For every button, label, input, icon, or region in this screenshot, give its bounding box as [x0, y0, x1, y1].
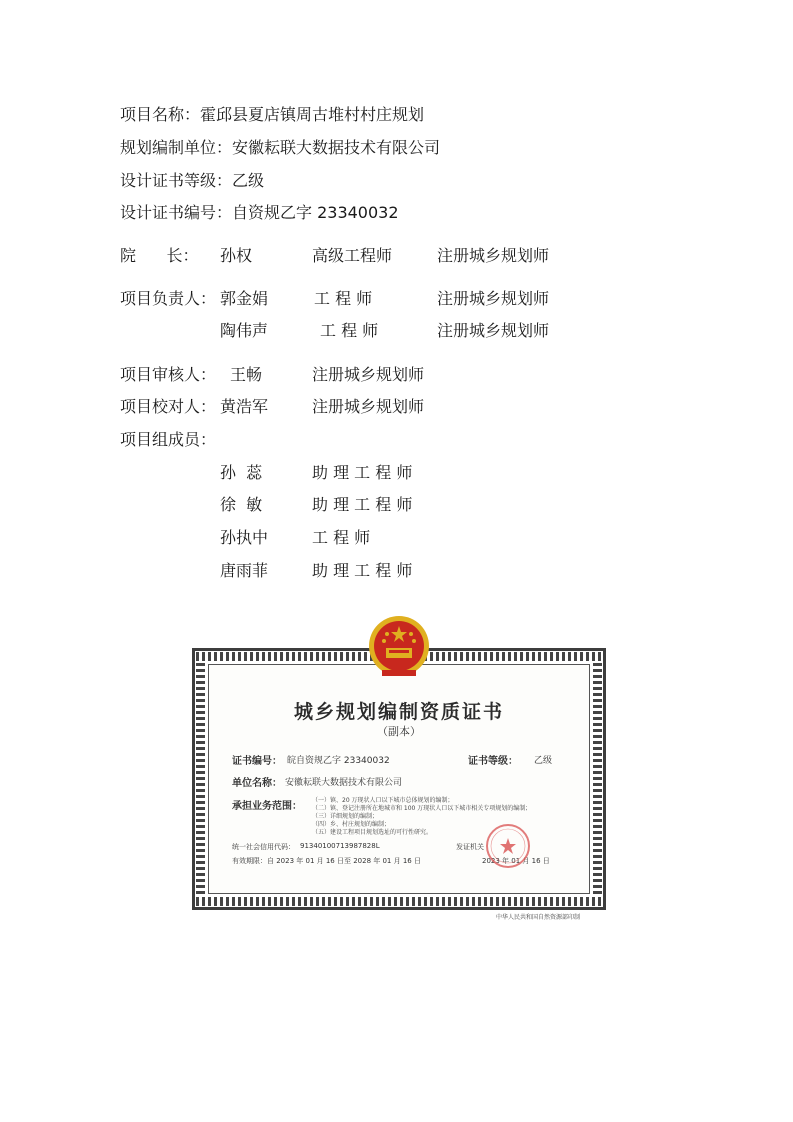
cert-number-value: 皖自资规乙字 23340032: [287, 756, 390, 766]
reviewer-name: 王畅: [230, 365, 263, 384]
cert-scope-item: （三）详细规划的编制；: [312, 813, 379, 820]
certificate-subtitle: （副本）: [377, 725, 421, 738]
manager-title: 工 程 师: [314, 289, 373, 308]
manager-title: 工 程 师: [320, 321, 379, 340]
cert-scope-item: （一）镇、20 万现状人口以下城市总体规划的编制；: [312, 797, 454, 804]
president-cert: 注册城乡规划师: [437, 246, 550, 265]
member-title: 助 理 工 程 师: [312, 561, 413, 580]
cert-unit-label: 单位名称：: [232, 778, 282, 789]
president-title: 高级工程师: [312, 246, 393, 265]
member-name: 唐雨菲: [220, 561, 269, 580]
issue-date: 2023 年 01 月 16 日: [482, 857, 550, 865]
member-name: 徐 敏: [220, 495, 263, 514]
member-title: 工 程 师: [312, 528, 371, 547]
member-title: 助 理 工 程 师: [312, 495, 413, 514]
cert-grade-label: 证书等级：: [468, 756, 518, 767]
checker-label: 项目校对人：: [120, 397, 217, 416]
cert-scope-item: （四）乡、村庄规划的编制；: [312, 821, 391, 828]
cert-number-label: 证书编号：: [232, 756, 282, 767]
national-emblem-icon: [364, 612, 434, 682]
checker-cert: 注册城乡规划师: [312, 397, 425, 416]
official-seal-icon: [484, 822, 532, 870]
cert-number-label: 设计证书编号：: [120, 203, 233, 222]
reviewer-label: 项目审核人：: [120, 365, 217, 384]
cert-scope-item: （二）镇、登记注册所在地城市和 100 万现状人口以下城市相关专项规划的编制；: [312, 805, 532, 812]
president-label: 院 长：: [120, 246, 199, 265]
reviewer-cert: 注册城乡规划师: [312, 365, 425, 384]
cert-grade-value: 乙级: [534, 756, 553, 766]
cert-scope-item: （五）建设工程项目规划选址的可行性研究。: [312, 829, 433, 836]
planning-unit-value: 安徽耘联大数据技术有限公司: [232, 138, 441, 157]
checker-name: 黄浩军: [220, 397, 269, 416]
cert-grade-value: 乙级: [232, 171, 265, 190]
project-name-value: 霍邱县夏店镇周古堆村村庄规划: [200, 105, 425, 124]
printer-note: 中华人民共和国自然资源部印制: [496, 914, 581, 921]
planning-unit-label: 规划编制单位：: [120, 138, 233, 157]
member-name: 孙 蕊: [220, 463, 263, 482]
credit-code-label: 统一社会信用代码：: [232, 843, 295, 851]
validity-period: 有效期限：自 2023 年 01 月 16 日至 2028 年 01 月 16 日: [232, 857, 421, 865]
issuer-label: 发证机关: [456, 843, 484, 851]
president-name: 孙权: [220, 246, 253, 265]
member-name: 孙执中: [220, 528, 269, 547]
cert-unit-value: 安徽耘联大数据技术有限公司: [285, 778, 403, 788]
manager-label: 项目负责人：: [120, 289, 217, 308]
manager-cert: 注册城乡规划师: [437, 289, 550, 308]
member-title: 助 理 工 程 师: [312, 463, 413, 482]
manager-name: 陶伟声: [220, 321, 269, 340]
cert-scope-label: 承担业务范围：: [232, 801, 302, 812]
project-name-label: 项目名称：: [120, 105, 201, 124]
cert-grade-label: 设计证书等级：: [120, 171, 233, 190]
credit-code-value: 91340100713987828L: [300, 842, 380, 850]
cert-number-value: 自资规乙字 23340032: [232, 203, 399, 222]
certificate-title: 城乡规划编制资质证书: [293, 701, 504, 723]
manager-name: 郭金娟: [220, 289, 269, 308]
members-label: 项目组成员：: [120, 430, 217, 449]
manager-cert: 注册城乡规划师: [437, 321, 550, 340]
